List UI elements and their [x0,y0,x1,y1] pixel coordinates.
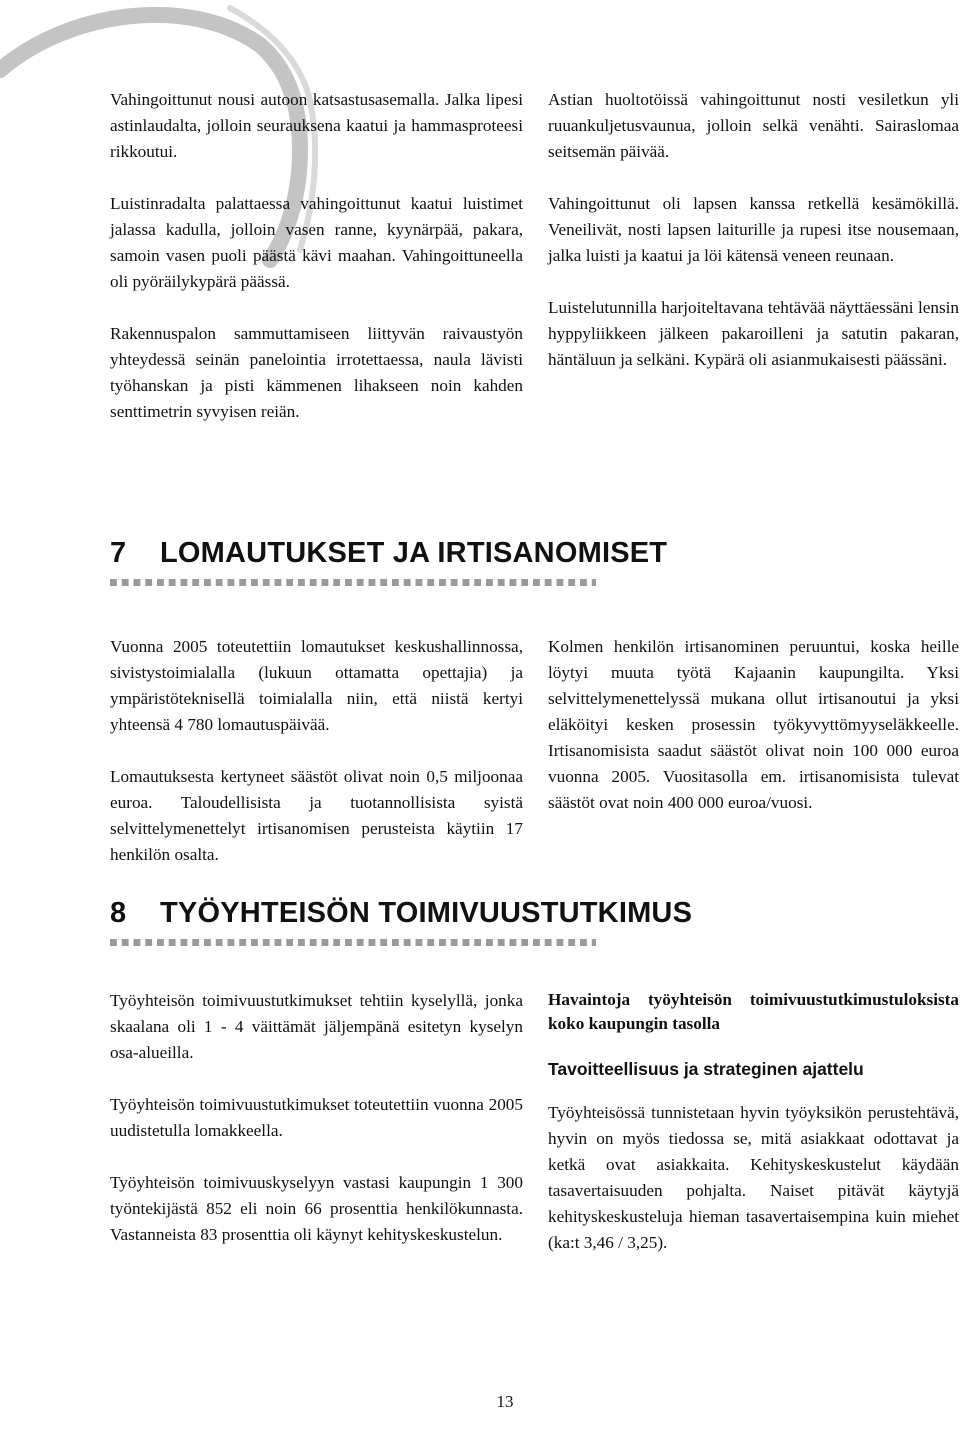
paragraph: Lomautuksesta kertyneet säästöt olivat noin 0,5 miljoonaa euroa. Taloudellisista ja tuotannollisista syistä selvittelymenettelyt irtisanomisen perusteista käytiin 17 henkilön osalta. [110,767,523,864]
paragraph: Kolmen henkilön irtisanominen peruuntui, koska heille löytyi muuta työtä Kajaanin kaupungilta. Yksi selvittelymenettelyssä mukana ollut irtisanoutui ja yksi eläköityi kesken prosessin työkyvyttömyyseläkkeelle. Irtisanomisista saadut säästöt olivat noin 100 000 euroa vuonna 2005. Vuositasolla em. irtisanomisista tulevat säästöt ovat noin 400 000 euroa/vuosi. [548,637,959,812]
paragraph: Luistinradalta palattaessa vahingoittunut kaatui luistimet jalassa kadulla, jolloin vasen ranne, kyynärpää, pakara, samoin vasen puoli päästä kävi maahan. Vahingoittuneella oli pyöräilykypärä päässä. [110,194,523,291]
subsubheading: Tavoitteellisuus ja strateginen ajattelu [548,1059,864,1079]
section-number: 7 [110,537,127,569]
page-number: 13 [496,1392,514,1411]
section-8-left-column [110,988,523,1248]
paragraph: Luistelutunnilla harjoiteltavana tehtävää näyttäessäni lensin hyppyliikkeen jälkeen pakaroilleni ja satutin pakaran, häntäluun ja selkäni. Kypärä oli asianmukaisesti päässäni. [548,298,959,369]
paragraph: Työyhteisön toimivuustutkimukset tehtiin kyselyllä, jonka skaalana oli 1 - 4 väittämät jäljempänä esitetyn kyselyn osa-alueilla. [110,991,523,1062]
section-7-left-column [110,634,523,868]
section-7-heading [110,536,667,570]
paragraph: Vahingoittunut oli lapsen kanssa retkellä kesämökillä. Veneilivät, nosti lapsen laiturille ja rupesi itse nousemaan, jalka luisti ja kaatui ja löi kätensä veneen reunaan. [548,194,959,265]
section-8-heading [110,896,692,930]
paragraph: Vuonna 2005 toteutettiin lomautukset keskushallinnossa, sivistystoimialalla (lukuun ottamatta opettajia) ja ympäristöteknisellä toimialalla niin, että niistä kertyi yhteensä 4 780 lomautuspäivää. [110,637,523,734]
paragraph: Astian huoltotöissä vahingoittunut nosti vesiletkun yli ruuankuljetusvaunua, jolloin selkä venähti. Sairaslomaa seitsemän päivää. [548,90,959,161]
paragraph: Rakennuspalon sammuttamiseen liittyvän raivaustyön yhteydessä seinän panelointia irrotettaessa, naula lävisti työhanskan ja pisti kämmenen lihakseen noin kahden senttimetrin syvyisen reiän. [110,324,523,421]
section-title: LOMAUTUKSET JA IRTISANOMISET [160,537,668,569]
paragraph: Työyhteisön toimivuustutkimukset toteutettiin vuonna 2005 uudistetulla lomakkeella. [110,1095,523,1140]
section-number: 8 [110,897,127,929]
section-7-right-column [548,634,959,816]
paragraph: Vahingoittunut nousi autoon katsastusasemalla. Jalka lipesi astinlaudalta, jolloin seurauksena kaatui ja hammasproteesi rikkoutui. [110,90,523,161]
paragraph: Työyhteisössä tunnistetaan hyvin työyksikön perustehtävä, hyvin on myös tiedossa se, mitä asiakkaat odottavat ja ketkä ovat asiakkaita. Kehityskeskustelut käydään tasavertaisuuden pohjalta. Naiset pitävät käytyjä kehityskeskusteluja hieman tasavertaisempina kuin miehet (ka:t 3,46 / 3,25). [548,1103,959,1252]
top-right-column [548,87,959,373]
heading-dotted-rule [110,939,596,946]
paragraph: Työyhteisön toimivuuskyselyyn vastasi kaupungin 1 300 työntekijästä 852 eli noin 66 prosenttia henkilökunnasta. Vastanneista 83 prosenttia oli käynyt kehityskeskustelun. [110,1173,523,1244]
section-title: TYÖYHTEISÖN TOIMIVUUSTUTKIMUS [160,897,693,929]
top-left-column [110,87,523,425]
section-8-right-column [548,988,959,1256]
heading-dotted-rule [110,579,596,586]
subheading: Havaintoja työyhteisön toimivuustutkimustuloksista koko kaupungin tasolla [548,990,959,1033]
